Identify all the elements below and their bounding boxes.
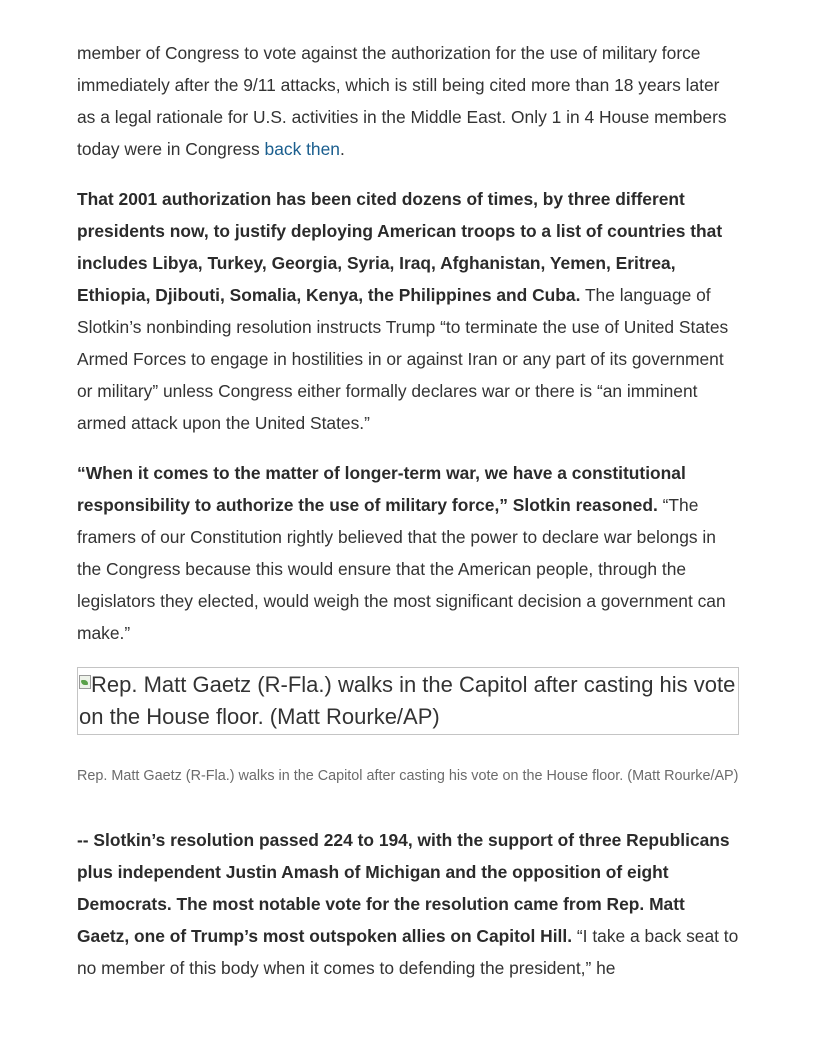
paragraph-text: “I take a back seat to no member of this body when it comes to defending the president,” he [77, 926, 739, 978]
image-caption: Rep. Matt Gaetz (R-Fla.) walks in the Capitol after casting his vote on the House floor. (Matt Rourke/AP) [77, 768, 739, 784]
paragraph-text: . [339, 139, 345, 159]
article-paragraph [77, 824, 739, 984]
article-paragraph [77, 457, 739, 649]
image-alt-container [78, 668, 738, 733]
paragraph-bold-lead: That 2001 authorization has been cited dozens of times, by three different presidents now, to justify deploying American troops to a list of countries that includes Libya, Turkey, Georgia, Syria, Iraq, Afghanistan, Yemen, Eritrea, Ethiopia, Djibouti, Somalia, Kenya, the Philippines and Cuba. [77, 189, 723, 305]
image-alt-text: Rep. Matt Gaetz (R-Fla.) walks in the Capitol after casting his vote on the House floor. (Matt Rourke/AP) [79, 672, 736, 729]
paragraph-bold-lead: “When it comes to the matter of longer-term war, we have a constitutional responsibility to authorize the use of military force,” Slotkin reasoned. [77, 463, 686, 515]
paragraph-text: “The framers of our Constitution rightly believed that the power to declare war belongs in the Congress because this would ensure that the American people, through the legislators they elected, would weigh the most significant decision a government can make.” [77, 495, 726, 643]
paragraph-text: member of Congress to vote against the authorization for the use of military force immediately after the 9/11 attacks, which is still being cited more than 18 years later as a legal rationale for U.S. activities in the Middle East. Only 1 in 4 House members today were in Congress [77, 43, 727, 159]
article-paragraph [77, 37, 739, 165]
back-then-link[interactable]: back then [264, 139, 340, 159]
article-paragraph [77, 183, 739, 439]
paragraph-text: The language of Slotkin’s nonbinding resolution instructs Trump “to terminate the use of United States Armed Forces to engage in hostilities in or against Iran or any part of its government or military” unless Congress either formally declares war or there is “an imminent armed attack upon the United States.” [77, 285, 729, 433]
article-image [77, 667, 739, 735]
broken-image-icon [79, 675, 91, 689]
paragraph-bold-lead: -- Slotkin’s resolution passed 224 to 194, with the support of three Republicans plus independent Justin Amash of Michigan and the opposition of eight Democrats. The most notable vote for the resolution came from Rep. Matt Gaetz, one of Trump’s most outspoken allies on Capitol Hill. [77, 830, 730, 946]
